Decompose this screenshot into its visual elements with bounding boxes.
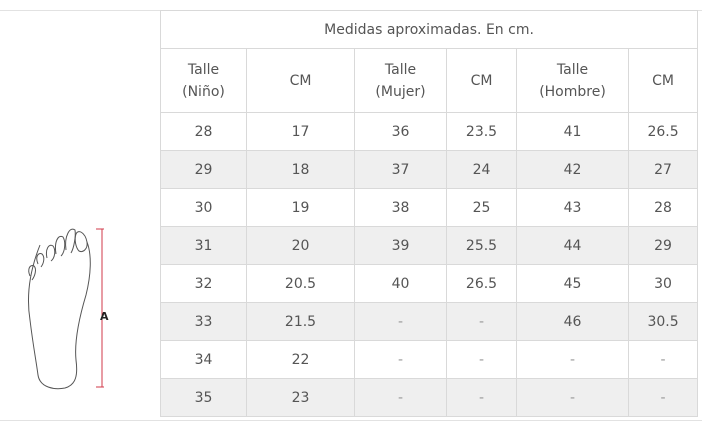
table-cell: -: [517, 341, 629, 379]
table-cell: 28: [629, 189, 698, 227]
table-cell: 26.5: [447, 265, 517, 303]
table-cell: 25.5: [447, 227, 517, 265]
column-header-line: (Mujer): [375, 83, 426, 100]
table-caption: Medidas aproximadas. En cm.: [161, 11, 698, 49]
table-cell: -: [447, 379, 517, 417]
table-cell: 35: [161, 379, 247, 417]
table-cell: 22: [247, 341, 355, 379]
measure-bracket: [96, 229, 104, 387]
column-header: [629, 49, 698, 113]
table-cell: -: [355, 379, 447, 417]
table-cell: 29: [161, 151, 247, 189]
table-cell: 23.5: [447, 113, 517, 151]
table-cell: 34: [161, 341, 247, 379]
table-row: [161, 379, 698, 417]
table-cell: 18: [247, 151, 355, 189]
table-cell: 17: [247, 113, 355, 151]
table-cell: 26.5: [629, 113, 698, 151]
column-header-line: CM: [289, 72, 312, 89]
table-cell: 30: [629, 265, 698, 303]
table-cell: -: [629, 379, 698, 417]
column-header-line: Talle: [384, 61, 417, 78]
table-cell: -: [629, 341, 698, 379]
table-cell: 40: [355, 265, 447, 303]
table-cell: 25: [447, 189, 517, 227]
table-cell: -: [517, 379, 629, 417]
table-cell: 44: [517, 227, 629, 265]
table-cell: 30.5: [629, 303, 698, 341]
table-cell: -: [355, 341, 447, 379]
table-cell: 31: [161, 227, 247, 265]
table-cell: 20: [247, 227, 355, 265]
column-header-line: (Hombre): [539, 83, 606, 100]
column-header-line: (Niño): [182, 83, 225, 100]
column-header: [161, 49, 247, 113]
column-header: [355, 49, 447, 113]
table-cell: 28: [161, 113, 247, 151]
table-row: [161, 151, 698, 189]
table-cell: 42: [517, 151, 629, 189]
column-header: [247, 49, 355, 113]
table-cell: 30: [161, 189, 247, 227]
table-cell: -: [447, 303, 517, 341]
foot-illustration: [0, 10, 160, 419]
table-row: [161, 265, 698, 303]
table-row: [161, 189, 698, 227]
table-cell: 43: [517, 189, 629, 227]
table-row: [161, 341, 698, 379]
size-chart-table: [160, 10, 698, 417]
table-cell: 37: [355, 151, 447, 189]
foot-outline-icon: [0, 10, 160, 419]
table-row: [161, 113, 698, 151]
table-cell: 27: [629, 151, 698, 189]
table-row: [161, 303, 698, 341]
table-cell: 39: [355, 227, 447, 265]
measure-label: A: [100, 310, 109, 323]
table-cell: 45: [517, 265, 629, 303]
column-header-line: Talle: [556, 61, 589, 78]
column-header-line: CM: [470, 72, 493, 89]
table-cell: -: [355, 303, 447, 341]
table-cell: -: [447, 341, 517, 379]
table-cell: 32: [161, 265, 247, 303]
table-cell: 29: [629, 227, 698, 265]
column-header: [517, 49, 629, 113]
table-cell: 33: [161, 303, 247, 341]
column-header: [447, 49, 517, 113]
table-cell: 41: [517, 113, 629, 151]
table-cell: 23: [247, 379, 355, 417]
column-header-line: Talle: [187, 61, 220, 78]
column-header-line: CM: [652, 72, 674, 89]
table-row: [161, 227, 698, 265]
table-cell: 24: [447, 151, 517, 189]
table-cell: 21.5: [247, 303, 355, 341]
table-cell: 38: [355, 189, 447, 227]
table-cell: 19: [247, 189, 355, 227]
table-cell: 46: [517, 303, 629, 341]
table-cell: 36: [355, 113, 447, 151]
table-cell: 20.5: [247, 265, 355, 303]
